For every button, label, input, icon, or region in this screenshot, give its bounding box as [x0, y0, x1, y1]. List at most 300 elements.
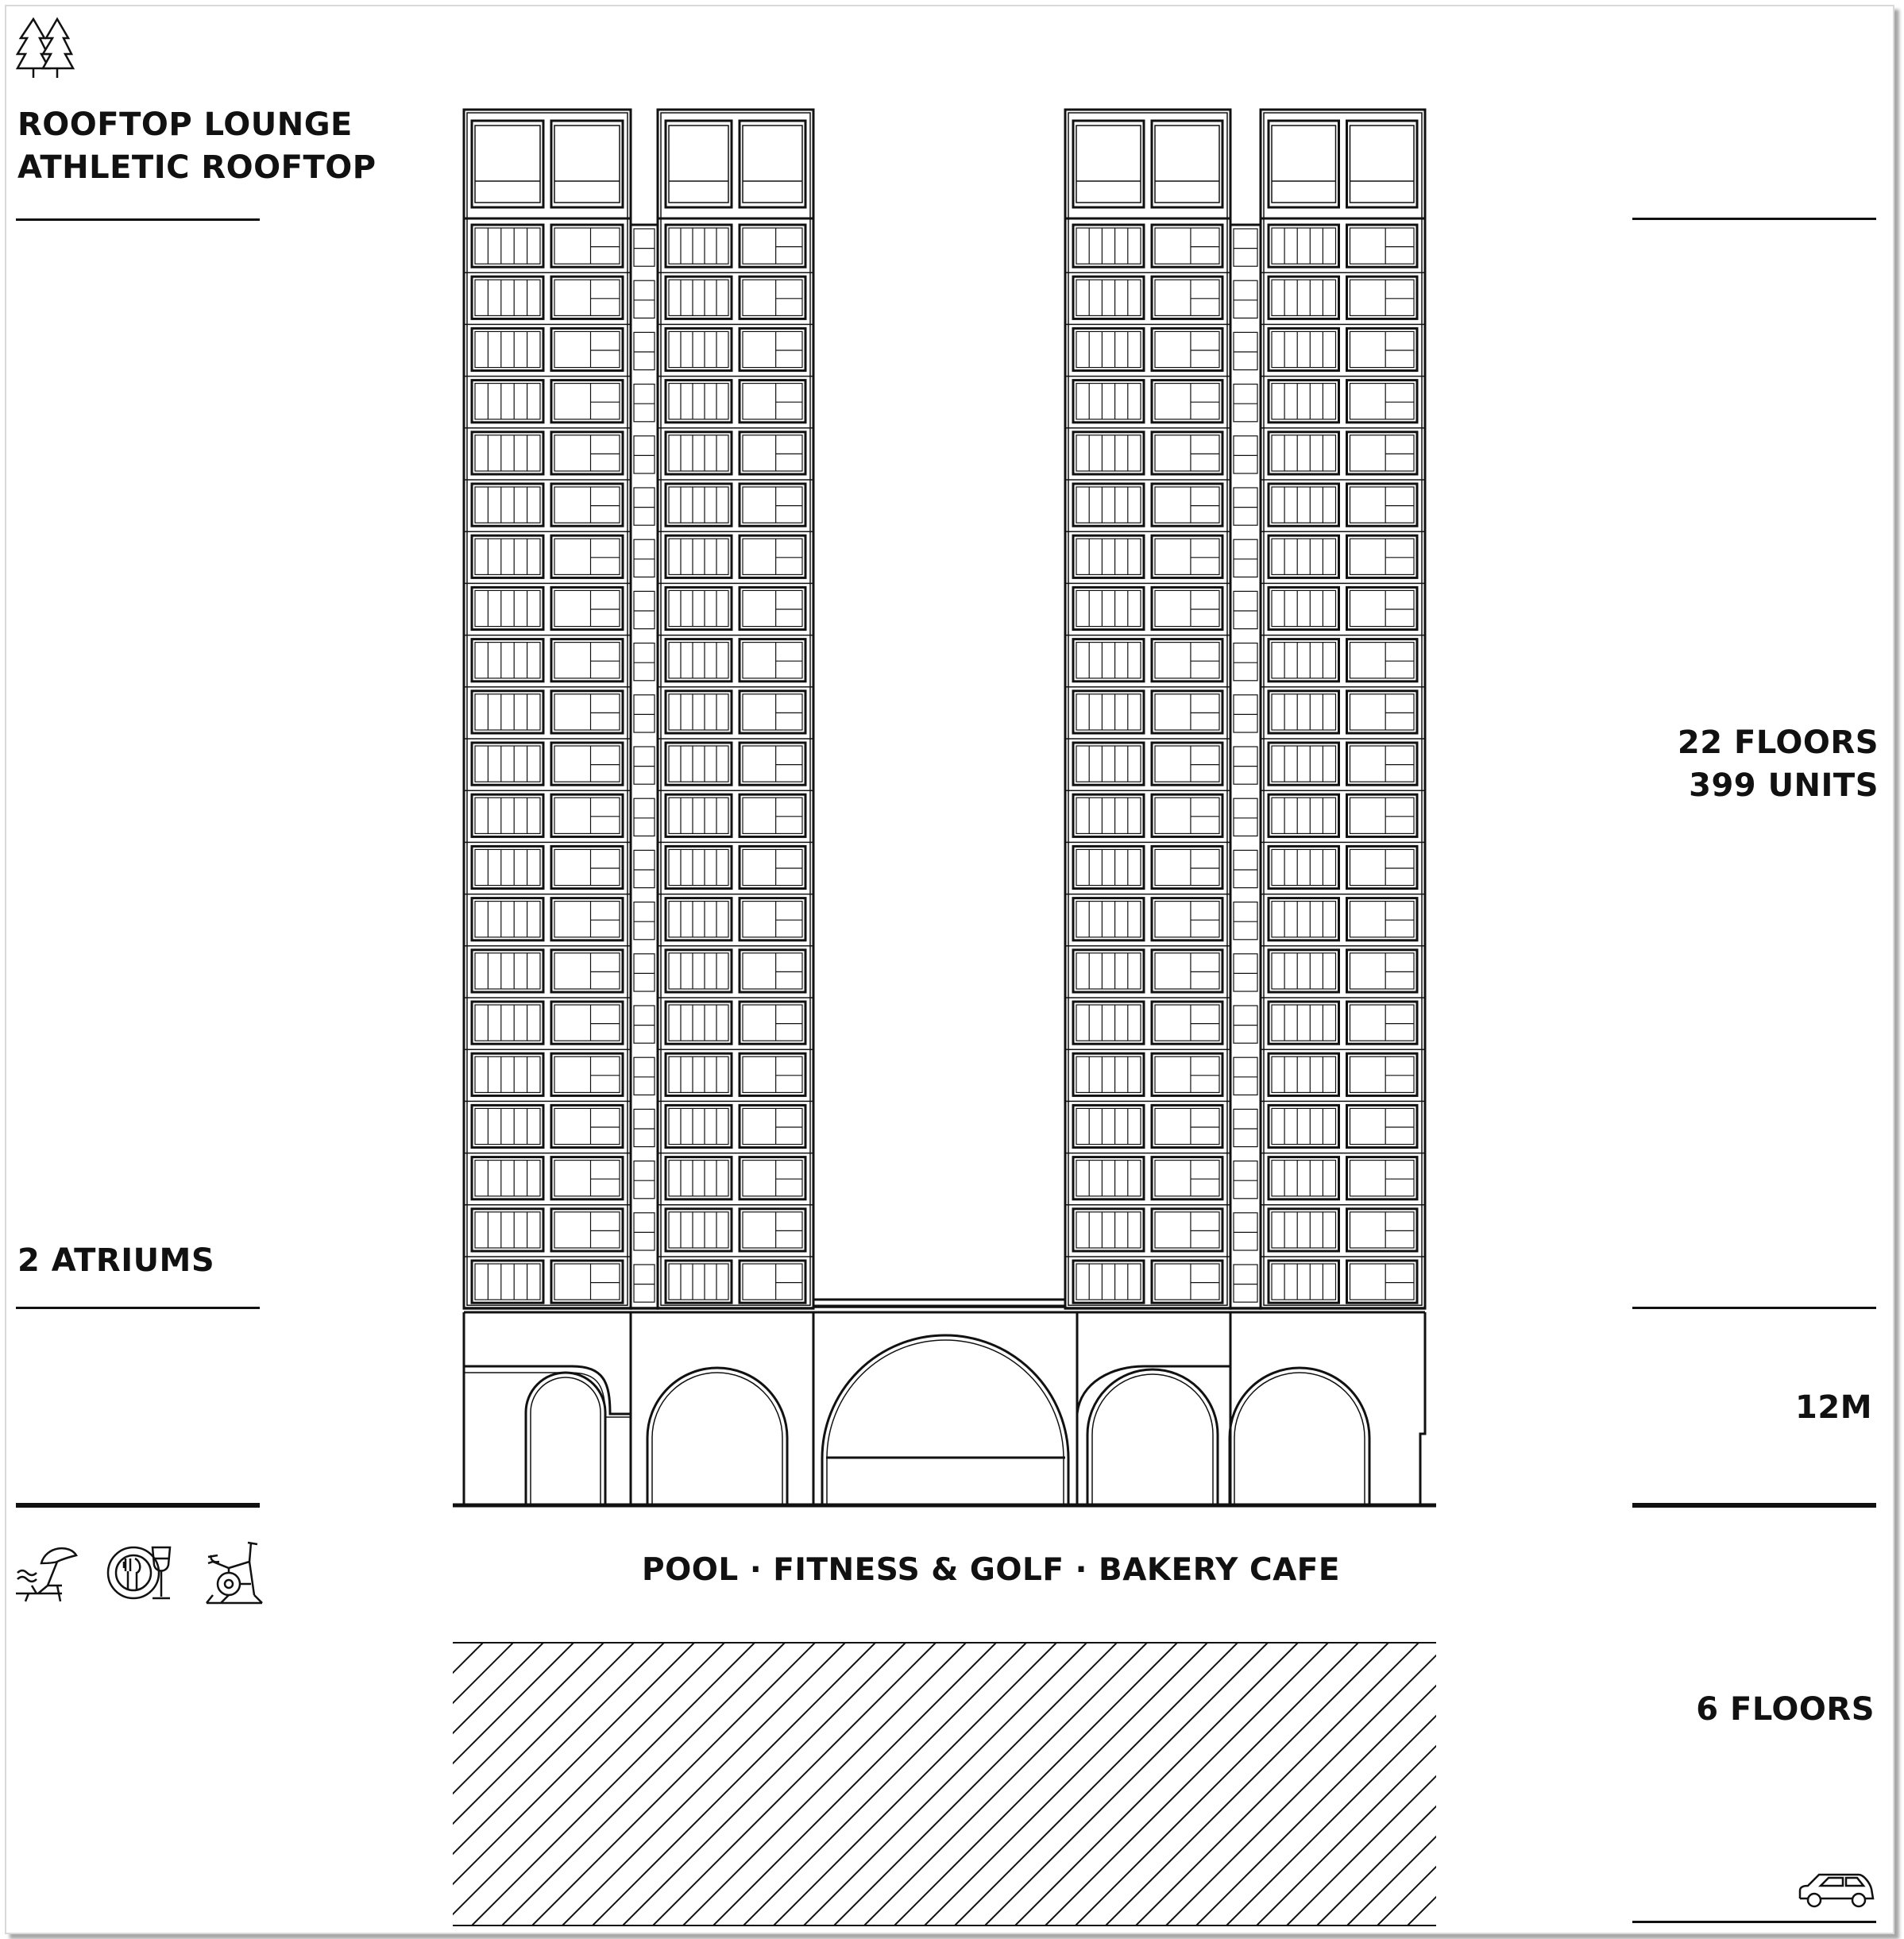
window [551, 691, 623, 733]
arch-2-inner [652, 1373, 782, 1505]
hatch-line [1347, 1643, 1630, 1925]
window [1073, 1261, 1144, 1303]
window-inner [1272, 590, 1336, 626]
window [1347, 846, 1418, 888]
tower-block [658, 110, 813, 1308]
window-inner [475, 849, 540, 885]
athletic-rooftop-label: ATHLETIC ROOFTOP [17, 149, 377, 186]
exercise-bike-icon [205, 1539, 264, 1608]
window-inner [669, 1212, 728, 1248]
window [1073, 898, 1144, 941]
window-inner [743, 384, 802, 419]
connector-window [1234, 695, 1257, 732]
window [666, 794, 732, 836]
hatch-line [381, 1643, 664, 1925]
window-inner [743, 590, 802, 626]
window [551, 328, 623, 370]
connector-window [634, 539, 655, 577]
connector-window [1234, 229, 1257, 266]
tower-outline [1261, 110, 1425, 1308]
window [1152, 898, 1222, 941]
window-inner [554, 694, 620, 730]
window [551, 484, 623, 526]
window-inner [475, 590, 540, 626]
connector-window [634, 436, 655, 473]
window-inner [475, 280, 540, 315]
window-inner [743, 643, 802, 678]
window-inner [1272, 953, 1336, 989]
window [472, 1157, 543, 1199]
crown-window [1073, 121, 1144, 207]
hatch-line [713, 1643, 996, 1925]
window-inner [1076, 643, 1141, 678]
window [472, 380, 543, 423]
window [740, 743, 805, 785]
window-inner [1272, 1161, 1336, 1196]
window [1347, 432, 1418, 474]
window-inner [1272, 1108, 1336, 1144]
window-inner [669, 1005, 728, 1041]
hatch-line [834, 1643, 1117, 1925]
parking-hatch-lines [170, 1643, 1904, 1925]
window-inner [1350, 228, 1415, 264]
window-inner [1155, 384, 1219, 419]
window [1152, 743, 1222, 785]
window-inner [669, 280, 728, 315]
window-inner [475, 539, 540, 574]
window [666, 328, 732, 370]
window [666, 950, 732, 992]
window [740, 639, 805, 682]
window [1269, 432, 1339, 474]
podium-top-line-right [1632, 1307, 1876, 1309]
hatch-line [1045, 1643, 1328, 1925]
window-inner [1155, 539, 1219, 574]
window-inner [1155, 1161, 1219, 1196]
window [666, 1053, 732, 1095]
window [1347, 691, 1418, 733]
connector-window [1234, 1006, 1257, 1043]
tower-block [1261, 110, 1425, 1308]
window-inner [1272, 643, 1336, 678]
window [1073, 1053, 1144, 1095]
hatch-line [864, 1643, 1147, 1925]
window [1347, 587, 1418, 629]
window-inner [669, 694, 728, 730]
window [1269, 743, 1339, 785]
window-inner [475, 1161, 540, 1196]
window [1347, 1261, 1418, 1303]
window-inner [743, 746, 802, 782]
window-inner [1350, 1108, 1415, 1144]
hatch-line [1196, 1643, 1479, 1925]
window-inner [1350, 643, 1415, 678]
window-inner [1350, 435, 1415, 471]
window-inner [1272, 384, 1336, 419]
window [666, 535, 732, 577]
window [551, 380, 623, 423]
window-inner [669, 1056, 728, 1092]
window [1347, 639, 1418, 682]
window-inner [1350, 331, 1415, 367]
window-inner [475, 487, 540, 523]
parking-bottom-line-right [1632, 1921, 1876, 1923]
window [1073, 276, 1144, 319]
window [1269, 1261, 1339, 1303]
window-inner [554, 953, 620, 989]
window [666, 225, 732, 267]
connector-window [634, 229, 655, 266]
podium-group [453, 1307, 1436, 1505]
arch-5-inner [1234, 1373, 1365, 1505]
window [666, 898, 732, 941]
window-inner [743, 902, 802, 937]
window [1269, 1157, 1339, 1199]
window [1152, 1002, 1222, 1044]
window-inner [1076, 435, 1141, 471]
window [472, 432, 543, 474]
crown-window-inner [1272, 126, 1336, 203]
hatch-line [411, 1643, 694, 1925]
window-inner [554, 487, 620, 523]
window-inner [1155, 280, 1219, 315]
window [551, 639, 623, 682]
hatch-line [1408, 1643, 1690, 1925]
connector-window [1234, 591, 1257, 628]
crown-window [1347, 121, 1418, 207]
hatch-line [1498, 1643, 1781, 1925]
window [1152, 328, 1222, 370]
window [551, 535, 623, 577]
connector-window [1234, 332, 1257, 369]
window-inner [669, 1108, 728, 1144]
connector-window [1234, 1109, 1257, 1146]
connector-window [1234, 902, 1257, 940]
window-inner [554, 746, 620, 782]
window-inner [554, 539, 620, 574]
window [666, 1002, 732, 1044]
window [1152, 1261, 1222, 1303]
window [740, 1157, 805, 1199]
window-inner [1155, 435, 1219, 471]
window-inner [1350, 1212, 1415, 1248]
window [551, 950, 623, 992]
window-inner [475, 902, 540, 937]
window [1269, 691, 1339, 733]
window [1073, 691, 1144, 733]
window [1152, 794, 1222, 836]
window [740, 587, 805, 629]
window [740, 1105, 805, 1147]
connector-window [634, 1109, 655, 1146]
window [1269, 1105, 1339, 1147]
window-inner [1155, 487, 1219, 523]
window [1073, 1157, 1144, 1199]
window [666, 691, 732, 733]
window-inner [669, 487, 728, 523]
hatch-line [653, 1643, 936, 1925]
parking-floors-label: 6 FLOORS [1696, 1691, 1875, 1728]
window-inner [1272, 487, 1336, 523]
window-inner [475, 228, 540, 264]
window-inner [1350, 487, 1415, 523]
window [551, 1261, 623, 1303]
window [1269, 846, 1339, 888]
window [1269, 1209, 1339, 1251]
window [472, 484, 543, 526]
window [1152, 1157, 1222, 1199]
window-inner [669, 798, 728, 833]
window-inner [1155, 1212, 1219, 1248]
window [666, 1157, 732, 1199]
window [1152, 276, 1222, 319]
window-inner [475, 384, 540, 419]
hatch-line [593, 1643, 875, 1925]
window-inner [1076, 902, 1141, 937]
window [1073, 484, 1144, 526]
window-inner [1155, 849, 1219, 885]
window [472, 794, 543, 836]
connector-window [634, 643, 655, 681]
window-inner [1155, 902, 1219, 937]
window-inner [1350, 1161, 1415, 1196]
window [472, 950, 543, 992]
window-inner [475, 746, 540, 782]
window [1073, 587, 1144, 629]
window-inner [1155, 694, 1219, 730]
window-inner [743, 1264, 802, 1300]
window [1152, 1053, 1222, 1095]
window [740, 846, 805, 888]
crown-window [1269, 121, 1339, 207]
crown-window [740, 121, 805, 207]
window-inner [1272, 849, 1336, 885]
hatch-line [472, 1643, 755, 1925]
roof-level-line-left [16, 218, 260, 221]
hatch-line [291, 1643, 574, 1925]
window-inner [475, 435, 540, 471]
window [1269, 484, 1339, 526]
window [551, 587, 623, 629]
window [1073, 950, 1144, 992]
window-inner [1076, 384, 1141, 419]
window-inner [669, 902, 728, 937]
window [1269, 639, 1339, 682]
window [472, 1002, 543, 1044]
window [740, 225, 805, 267]
window [551, 1105, 623, 1147]
window-inner [1350, 953, 1415, 989]
arch-left [526, 1373, 605, 1505]
window-inner [743, 280, 802, 315]
crown-window-inner [1350, 126, 1415, 203]
window-inner [1076, 1108, 1141, 1144]
window-inner [1350, 590, 1415, 626]
window [1073, 328, 1144, 370]
window-inner [475, 1108, 540, 1144]
hatch-line [532, 1643, 815, 1925]
window [1347, 1053, 1418, 1095]
window [472, 1261, 543, 1303]
window-inner [743, 539, 802, 574]
hatch-line [1226, 1643, 1509, 1925]
connector-window [634, 384, 655, 422]
connector-window [1234, 539, 1257, 577]
window [472, 535, 543, 577]
hatch-line [1287, 1643, 1570, 1925]
window-inner [1350, 694, 1415, 730]
window [666, 276, 732, 319]
window [551, 898, 623, 941]
crown-window-inner [1076, 126, 1141, 203]
connector-window [634, 591, 655, 628]
hatch-line [894, 1643, 1177, 1925]
ground-line-left [16, 1503, 260, 1508]
window-inner [1350, 798, 1415, 833]
hatch-line [925, 1643, 1207, 1925]
window [1347, 380, 1418, 423]
window-inner [1076, 1005, 1141, 1041]
window [551, 1209, 623, 1251]
tower-inner-outline [1068, 113, 1227, 1305]
window [740, 1002, 805, 1044]
window [666, 1261, 732, 1303]
window-inner [1155, 1056, 1219, 1092]
connector-window [634, 1057, 655, 1095]
window-inner [1155, 331, 1219, 367]
connector-window [1234, 436, 1257, 473]
window-inner [1076, 1212, 1141, 1248]
window [1073, 380, 1144, 423]
window [666, 1105, 732, 1147]
window-inner [554, 1005, 620, 1041]
hatch-line [1438, 1643, 1721, 1925]
window [740, 380, 805, 423]
window-inner [1155, 953, 1219, 989]
window [1347, 950, 1418, 992]
hatch-line [985, 1643, 1268, 1925]
window-inner [1076, 1056, 1141, 1092]
window-inner [743, 487, 802, 523]
window-inner [743, 228, 802, 264]
window [472, 1105, 543, 1147]
connector-window [1234, 850, 1257, 887]
window-inner [554, 1108, 620, 1144]
tower-connector [1230, 225, 1261, 1308]
window-inner [1076, 280, 1141, 315]
window [1073, 639, 1144, 682]
window-inner [1076, 487, 1141, 523]
hatch-line [1377, 1643, 1660, 1925]
window-inner [1350, 539, 1415, 574]
arch-4-inner [1092, 1374, 1213, 1505]
window-inner [554, 280, 620, 315]
window [1347, 225, 1418, 267]
crown-window-inner [743, 126, 802, 203]
window [472, 225, 543, 267]
window [472, 846, 543, 888]
window-inner [1155, 228, 1219, 264]
hatch-line [1136, 1643, 1419, 1925]
window [740, 484, 805, 526]
window [740, 691, 805, 733]
dining-wine-icon [106, 1539, 173, 1606]
window-inner [1350, 1056, 1415, 1092]
window-inner [475, 694, 540, 730]
window-inner [1155, 798, 1219, 833]
window-inner [1272, 435, 1336, 471]
window-inner [743, 953, 802, 989]
window-inner [554, 1161, 620, 1196]
window [1347, 1209, 1418, 1251]
window-inner [1272, 1005, 1336, 1041]
window [666, 484, 732, 526]
window [472, 898, 543, 941]
window-inner [669, 539, 728, 574]
window [1152, 587, 1222, 629]
window-inner [669, 435, 728, 471]
window-inner [554, 1212, 620, 1248]
parking-hatch-group [170, 1643, 1904, 1925]
hatch-line [321, 1643, 604, 1925]
window-inner [1350, 280, 1415, 315]
hatch-line [1015, 1643, 1298, 1925]
window [472, 276, 543, 319]
window-inner [475, 331, 540, 367]
window-inner [743, 435, 802, 471]
crown-window [472, 121, 543, 207]
window-inner [743, 331, 802, 367]
window [1073, 743, 1144, 785]
window [1347, 1157, 1418, 1199]
tower-outline [1065, 110, 1230, 1308]
window [551, 432, 623, 474]
window-inner [475, 1056, 540, 1092]
hatch-line [774, 1643, 1056, 1925]
window-inner [1155, 590, 1219, 626]
window [740, 1053, 805, 1095]
window-inner [1272, 539, 1336, 574]
window-inner [1155, 746, 1219, 782]
window-inner [475, 953, 540, 989]
window-inner [743, 1212, 802, 1248]
window [1073, 1209, 1144, 1251]
crown-window-inner [669, 126, 728, 203]
window-inner [669, 1264, 728, 1300]
connector-window [1234, 1057, 1257, 1095]
hatch-line [1317, 1643, 1600, 1925]
window [1269, 950, 1339, 992]
connector-window [1234, 954, 1257, 991]
window [1269, 794, 1339, 836]
window-inner [669, 849, 728, 885]
window [551, 1157, 623, 1199]
window-inner [1076, 539, 1141, 574]
window [1347, 898, 1418, 941]
window [472, 1209, 543, 1251]
window [551, 743, 623, 785]
window [666, 432, 732, 474]
connector-window [634, 798, 655, 836]
window [740, 1209, 805, 1251]
window-inner [1076, 849, 1141, 885]
window [666, 380, 732, 423]
car-icon [1797, 1868, 1876, 1913]
window-inner [1155, 1108, 1219, 1144]
window [1152, 432, 1222, 474]
hatch-line [170, 1643, 453, 1925]
window-inner [554, 849, 620, 885]
